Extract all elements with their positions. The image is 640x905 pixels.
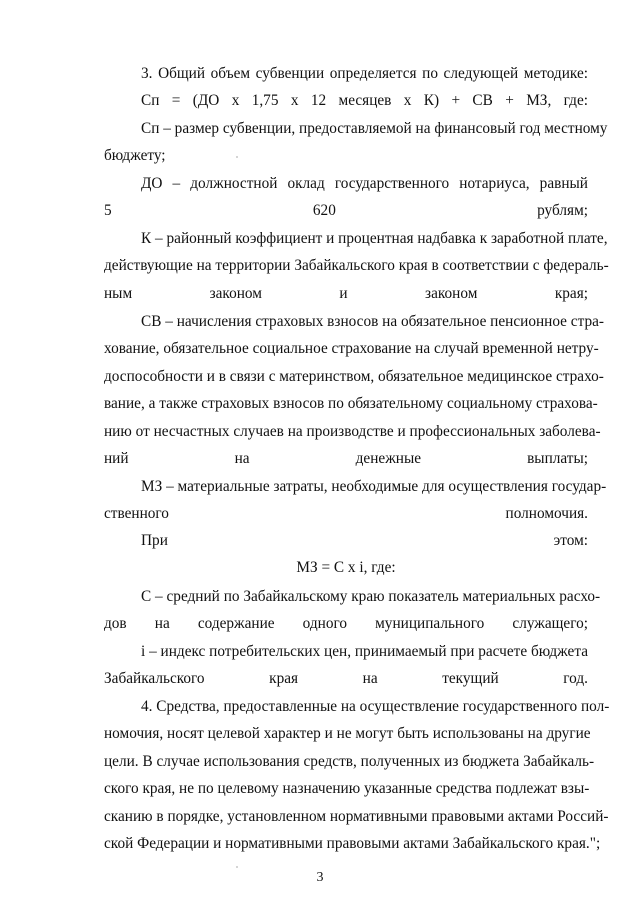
- page-number: 3: [316, 870, 324, 885]
- paragraph-line: цели. В случае использования средств, полученных из бюджета Забайкаль-: [104, 753, 595, 770]
- paragraph-line: дов на содержание одного муниципального служащего;: [104, 615, 588, 632]
- paragraph-line: ственного полномочия.: [104, 505, 588, 522]
- paragraph-line: СВ – начисления страховых взносов на обязательное пенсионное стра-: [141, 313, 604, 330]
- paragraph-line: 4. Средства, предоставленные на осуществление государственного пол-: [141, 698, 610, 715]
- paragraph-line: доспособности и в связи с материнством, обязательное медицинское страхо-: [104, 368, 604, 385]
- paragraph-line: Сп – размер субвенции, предоставляемой на финансовый год местному: [141, 120, 608, 137]
- paragraph-line: хование, обязательное социальное страхование на случай временной нетру-: [104, 340, 599, 357]
- formula-line: МЗ = С х i, где:: [296, 559, 396, 576]
- paragraph-line: вание, а также страховых взносов по обязательному социальному страхова-: [104, 395, 598, 412]
- paragraph-line: действующие на территории Забайкальского края в соответствии с федераль-: [104, 257, 609, 274]
- paragraph-line: номочия, носят целевой характер и не могут быть использованы на другие: [104, 725, 591, 742]
- paragraph-line: Забайкальского края на текущий год.: [104, 670, 588, 687]
- scan-speck: [236, 156, 238, 158]
- paragraph-line: ской Федерации и нормативными правовыми актами Забайкальского края.";: [104, 835, 601, 852]
- paragraph-line: К – районный коэффициент и процентная надбавка к заработной плате,: [141, 230, 608, 247]
- paragraph-line: i – индекс потребительских цен, принимаемый при расчете бюджета: [141, 643, 588, 660]
- paragraph-line: ского края, не по целевому назначению указанные средства подлежат взы-: [104, 780, 590, 797]
- paragraph-line: При этом:: [141, 532, 588, 549]
- paragraph-line: ний на денежные выплаты;: [104, 450, 588, 467]
- paragraph-line: 5 620 рублям;: [104, 202, 588, 219]
- paragraph-line: МЗ – материальные затраты, необходимые для осуществления государ-: [141, 478, 607, 495]
- paragraph-line: 3. Общий объем субвенции определяется по следующей методике:: [141, 65, 588, 82]
- formula-line: Сп = (ДО х 1,75 х 12 месяцев х К) + СВ + МЗ, где:: [141, 92, 588, 109]
- paragraph-line: ДО – должностной оклад государственного нотариуса, равный: [141, 175, 588, 192]
- paragraph-line: бюджету;: [104, 147, 166, 164]
- paragraph-line: нию от несчастных случаев на производстве и профессиональных заболева-: [104, 423, 601, 440]
- paragraph-line: С – средний по Забайкальскому краю показатель материальных расхо-: [141, 588, 601, 605]
- paragraph-line: ным законом и законом края;: [104, 285, 588, 302]
- scan-speck: [236, 866, 238, 868]
- paragraph-line: сканию в порядке, установленном нормативными правовыми актами Россий-: [104, 808, 609, 825]
